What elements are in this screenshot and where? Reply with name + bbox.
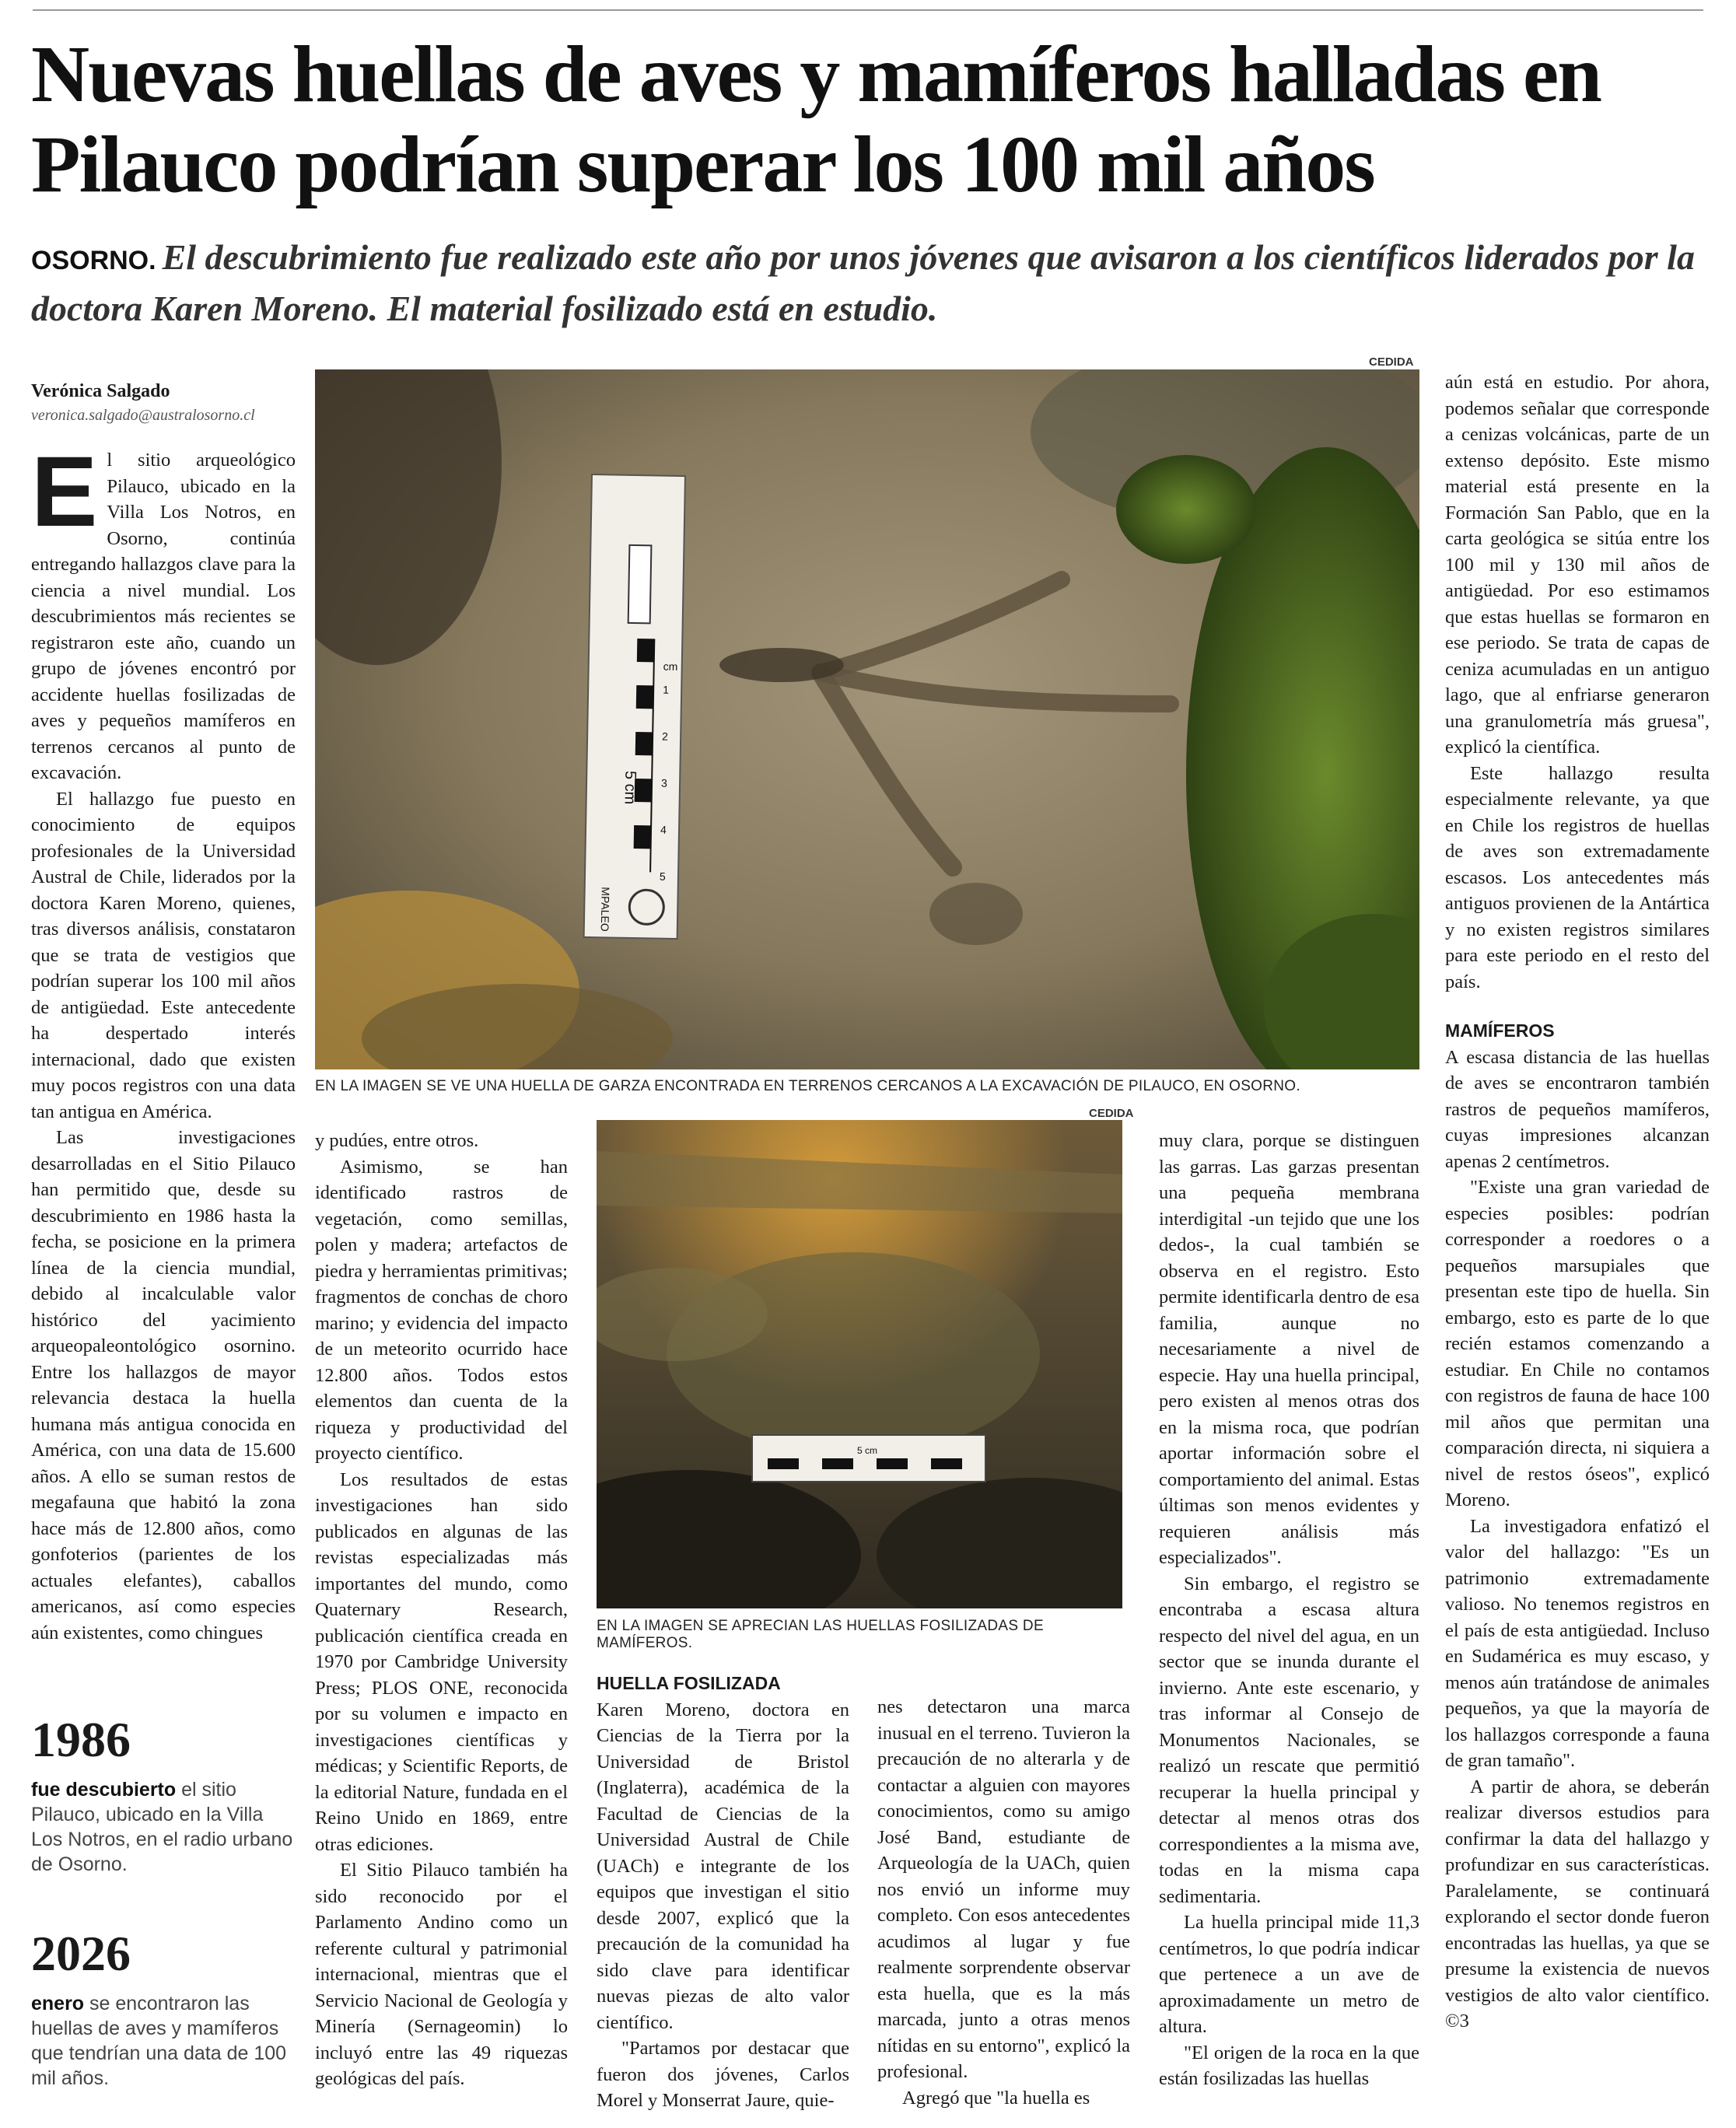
- column-2: [315, 1128, 568, 2092]
- small-scale-label: 5 cm: [857, 1445, 878, 1456]
- paragraph: La investigadora enfatizó el valor del hallazgo: "Es un patrimonio extremadamente valioso. No tenemos registros en el país de esta antigüedad. Incluso en Sudamérica es muy escaso, y menos aún tratándose de animales pequeños, ya que la mayoría de los hallazgos corresponde a fauna de gran tamaño".: [1445, 1515, 1710, 1771]
- paragraph: Karen Moreno, doctora en Ciencias de la Tierra por la Universidad de Bristol (Inglaterra), académica de la Facultad de Ciencias de la Universidad Austral de Chile (UACh) e integrante de los equipos que investigan el sitio desde 2007, explicó que la precaución de la comunidad ha sido clave para identificar nuevas piezas de alto valor científico.: [597, 1699, 849, 2033]
- fact-2026-bold: enero: [31, 1993, 85, 2014]
- paragraph: Agregó que "la huella es: [902, 2087, 1090, 2109]
- fact-2026-number: 2026: [31, 1926, 131, 1981]
- paragraph: "Partamos por destacar que fueron dos jóvenes, Carlos Morel y Monserrat Jaure, quie-: [597, 2038, 849, 2111]
- paragraph: Los resultados de estas investigaciones han sido publicados en algunas de las revistas especializadas más importantes del mundo, como Quaternary Research, publicación científica creada en 1970 por Cambridge University Press; PLOS ONE, reconocida por su volumen e impacto en investigaciones científicas y médicas; y Scientific Reports, de la editorial Nature, fundada en el Reino Unido en 1869, entre otras ediciones.: [315, 1468, 568, 1855]
- scale-label: 5 cm: [621, 770, 639, 805]
- paragraph: [31, 436, 296, 786]
- fact-2026-text: [31, 1991, 296, 2091]
- fact-1986-body: el sitio Pilauco, ubicado en la Villa Los Notros, en el radio urbano de Osorno.: [31, 1779, 293, 1875]
- paragraph: Sin embargo, el registro se encontraba a escasa altura respecto del nivel del agua, en un sector que se inunda durante el invierno. Ante este escenario, y tras informar al Consejo de Monumentos Nacionales, se realizó un rescate que permitió recuperar la huella principal y detectar al menos otras dos correspondientes a la misma ave, todas en la misma capa sedimentaria.: [1159, 1573, 1419, 1907]
- paragraph: y pudúes, entre otros.: [315, 1130, 479, 1151]
- paragraph-text: A partir de ahora, se deberán realizar diversos estudios para confirmar la data del hallazgo y profundizar en sus características. Paralelamente, se continuará explorando el sector donde fueron encontradas las huellas, ya que se presume la existencia de nuevos vestigios de alto valor científico.: [1445, 1776, 1710, 2006]
- author-email[interactable]: veronica.salgado@australosorno.cl: [31, 407, 255, 424]
- heron-footprint-photo: [315, 369, 1419, 1069]
- scale-tick-3: 3: [660, 776, 668, 789]
- fact-1986-text: [31, 1777, 296, 1877]
- paragraph: A escasa distancia de las huellas de aves se encontraron también rastros de pequeños mamíferos, cuyas impresiones alcanzan apenas 2 centímetros.: [1445, 1046, 1710, 1172]
- fact-1986-bold: fue descubierto: [31, 1779, 177, 1801]
- paragraph: nes detectaron una marca inusual en el terreno. Tuvieron la precaución de no alterarla y de contactar a alguien con mayores conocimientos, como su amigo José Band, estudiante de Arqueología de la UACh, quien nos envió un informe muy completo. Con esos antecedentes acudimos al lugar y fue realmente sorprendente observar esta huella, que es la más marcada, junto a otras menos nítidas en su entorno", explicó la profesional.: [877, 1696, 1130, 2082]
- paragraph: "El origen de la roca en la que están fosilizadas las huellas: [1159, 2042, 1419, 2089]
- scale-tick-5: 5: [659, 870, 666, 883]
- paragraph: Las investigaciones desarrolladas en el Sitio Pilauco han permitido que, desde su descubrimiento en 1986 hasta la fecha, se posicione en la primera línea de la ciencia mundial, debido al incalculable valor histórico del yacimiento arqueopaleontológico osornino. Entre los hallazgos de mayor relevancia destaca la huella humana más antigua conocida en América, con una data de 15.600 años. A ello se suman restos de megafauna que habitó la zona hace más de 12.800 años, como gonfoterios (parientes de los actuales elefantes), caballos americanos, así como especies aún existentes, como chingues: [31, 1127, 296, 1643]
- paragraph: muy clara, porque se distinguen las garras. Las garzas presentan una pequeña membrana interdigital -un tejido que une los dedos-, la cual también se observa en el registro. Esto permite identificarla dentro de esa familia, aunque no necesariamente a nivel de especie. Hay una huella principal, pero existen al menos otras dos en la misma roca, que podrían aportar información sobre el comportamiento del animal. Estas últimas son menos evidentes y requieren análisis más especializados".: [1159, 1130, 1419, 1568]
- mammal-footprints-photo: [597, 1120, 1122, 1608]
- paragraph: [1445, 1774, 1710, 2035]
- column-5: [1159, 1128, 1419, 2092]
- paragraph: "Existe una gran variedad de especies posibles: podrían corresponder a roedores o a pequeños marsupiales que presentan este tipo de huella. Sin embargo, esto es parte de lo que recién estamos comenzando a estudiar. En Chile no contamos con registros de fauna de hace 100 mil años que permitan una comparación directa, ni siquiera a nivel de restos óseos", explicó Moreno.: [1445, 1177, 1710, 1510]
- subhead-huella-fosilizada: HUELLA FOSILIZADA: [597, 1673, 781, 1693]
- paragraph: Este hallazgo resulta especialmente relevante, ya que en Chile los registros de huellas de aves son extremadamente escasos. Los antecedentes más antiguos provienen de la Antártica y no existen registros similares para este periodo en el resto del país.: [1445, 762, 1710, 992]
- paragraph: El hallazgo fue puesto en conocimiento de equipos profesionales de la Universidad Austral de Chile, liderados por la doctora Karen Moreno, quienes, tras diversos análisis, constataron que se trata de vestigios que podrían superar los 100 mil años de antigüedad. Este antecedente ha despertado interés internacional, dado que existen muy pocos registros con una data tan antigua en América.: [31, 788, 296, 1122]
- dateline: OSORNO.: [31, 246, 156, 275]
- deck: [31, 233, 1711, 333]
- scale-bar: [584, 474, 685, 939]
- paragraph: La huella principal mide 11,3 centímetros, lo que podría indicar que pertenece a un ave de aproximadamente un metro de altura.: [1159, 1912, 1419, 2037]
- headline: Nuevas huellas de aves y mamíferos halladas en Pilauco podrían superar los 100 mil años: [31, 30, 1601, 209]
- end-mark: ©3: [1445, 2011, 1469, 2032]
- scale-unit: cm: [663, 660, 678, 673]
- author-name: Verónica Salgado: [31, 381, 170, 401]
- paragraph: aún está en estudio. Por ahora, podemos señalar que corresponde a cenizas volcánicas, parte de un extenso depósito. Este mismo material está presente en la Formación San Pablo, que en la carta geológica se sitúa entre los 100 mil y 130 mil años de antigüedad. Por eso estimamos que estas huellas se formaron en ese periodo. Se trata de capas de ceniza acumuladas en un antiguo lago, que al enfriarse generaron una granulometría más gruesa", explicó la científica.: [1445, 372, 1710, 758]
- top-rule: [33, 9, 1703, 11]
- photo2-credit: CEDIDA: [1089, 1107, 1134, 1120]
- photo1-credit: CEDIDA: [1369, 355, 1414, 369]
- fact-2026-body: se encontraron las huellas de aves y mamíferos que tendrían una data de 100 mil años.: [31, 1993, 287, 2089]
- photo1-caption: EN LA IMAGEN SE VE UNA HUELLA DE GARZA ENCONTRADA EN TERRENOS CERCANOS A LA EXCAVACIÓN DE PILAUCO, EN OSORNO.: [315, 1078, 1300, 1094]
- heron-footprint-image: [315, 369, 1419, 1069]
- fact-1986-number: 1986: [31, 1712, 131, 1767]
- scale-tick-4: 4: [660, 823, 667, 836]
- column-1: [31, 436, 296, 1646]
- subhead-mamiferos: MAMÍFEROS: [1445, 1020, 1555, 1041]
- photo2-caption: EN LA IMAGEN SE APRECIAN LAS HUELLAS FOSILIZADAS DE MAMÍFEROS.: [597, 1618, 1044, 1651]
- paragraph: El Sitio Pilauco también ha sido reconocido por el Parlamento Andino como un referente cultural y patrimonial internacional, mientras que el Servicio Nacional de Geología y Minería (Sernageomin) lo incluyó entre las 49 riquezas geológicas del país.: [315, 1860, 568, 2089]
- column-6: [1445, 369, 1710, 2035]
- paragraph-text: l sitio arqueológico Pilauco, ubicado en la Villa Los Notros, en Osorno, continúa entregando hallazgos clave para la ciencia a nivel mundial. Los descubrimientos más recientes se registraron este año, cuando un grupo de jóvenes encontró por accidente huellas fosilizadas de aves y pequeños mamíferos en terrenos cercanos al punto de excavación.: [31, 450, 296, 783]
- column-3: [597, 1671, 849, 2114]
- scale-tick-1: 1: [663, 683, 670, 696]
- drop-cap: E: [31, 436, 98, 548]
- mammal-footprints-image: [597, 1120, 1122, 1608]
- column-4: [877, 1694, 1130, 2111]
- deck-text: El descubrimiento fue realizado este año por unos jóvenes que avisaron a los científicos liderados por la doctora Karen Moreno. El material fosilizado está en estudio.: [31, 237, 1695, 328]
- paragraph: Asimismo, se han identificado rastros de vegetación, como semillas, polen y madera; artefactos de piedra y herramientas primitivas; fragmentos de conchas de choro marino; y evidencia del impacto de un meteorito ocurrido hace 12.800 años. Todos estos elementos dan cuenta de la riqueza y productividad del proyecto científico.: [315, 1156, 568, 1464]
- byline: [31, 381, 311, 425]
- scale-tick-2: 2: [661, 730, 669, 743]
- scale-brand: MPALEO: [598, 887, 612, 932]
- small-scale-bar: [752, 1435, 985, 1482]
